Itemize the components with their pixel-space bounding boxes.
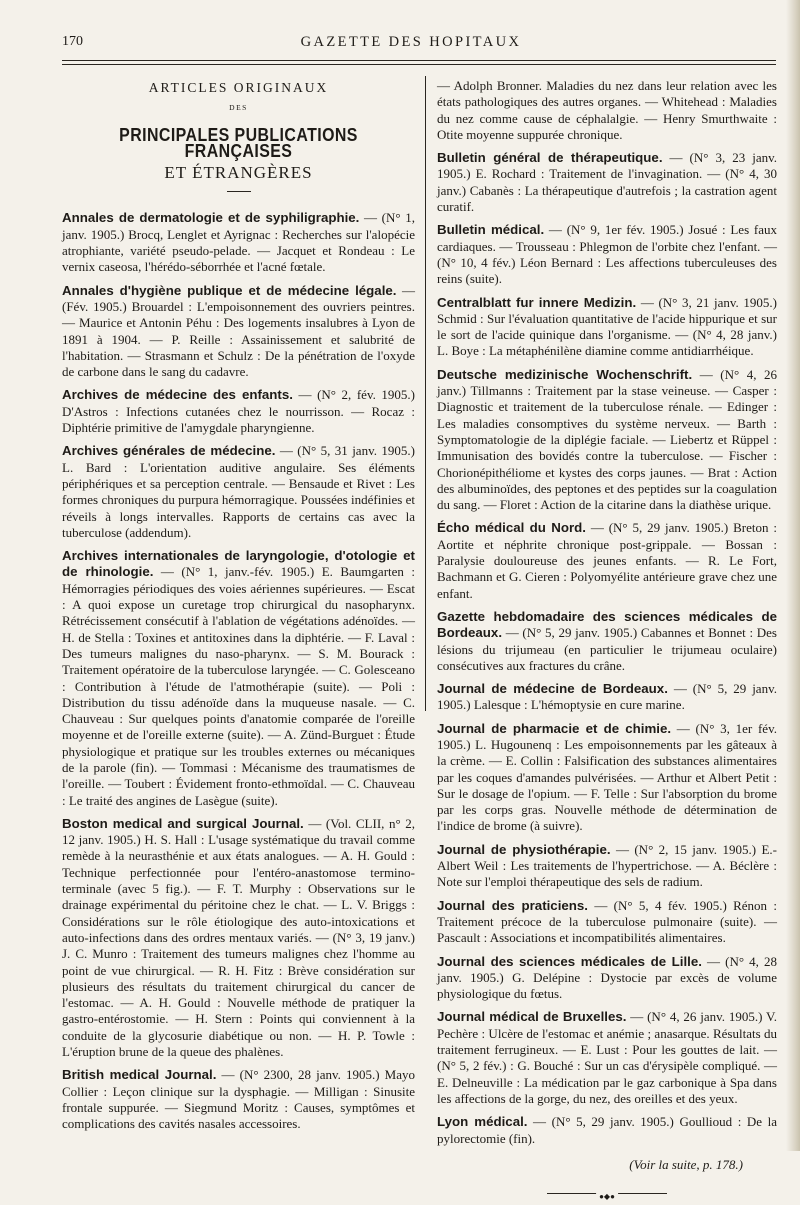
page-edge xyxy=(786,0,800,1151)
publication-entry xyxy=(437,150,777,215)
header-rule-bottom xyxy=(62,64,776,65)
entry-text: — (N° 2300, 28 janv. 1905.) Mayo Collier : Leçon clinique sur la dysphagie. — Milligan : Sinusite frontale suppurée. — Siegmund Moritz : Causes, symptômes et complications des cavités nasales accessoires. xyxy=(62,1067,415,1132)
publication-entry xyxy=(437,898,777,947)
journal-name: Écho médical du Nord. xyxy=(437,520,586,536)
entry-text: — (N° 5, 29 janv. 1905.) Cabannes et Bonnet : Des lésions du trijumeau (en particulier le trijumeau oculaire) consécutives aux fractures du crâne. xyxy=(437,625,777,673)
journal-name: Journal de pharmacie et de chimie. xyxy=(437,720,672,736)
journal-name: Bulletin médical. xyxy=(437,222,545,238)
end-ornament xyxy=(547,1192,667,1202)
section-title: PRINCIPALES PUBLICATIONS FRANÇAISES xyxy=(119,123,358,161)
publication-entry xyxy=(62,816,415,1060)
journal-name: Annales d'hygiène publique et de médecine légale. xyxy=(62,282,397,298)
journal-name: Archives de médecine des enfants. xyxy=(62,387,293,403)
header-rule-top xyxy=(62,60,776,61)
journal-name: Journal de physiothérapie. xyxy=(437,841,611,857)
section-kicker: ARTICLES ORIGINAUX xyxy=(148,80,329,95)
journal-name: Gazette hebdomadaire des sciences médicales de Bordeaux. xyxy=(437,608,777,641)
publication-entry xyxy=(437,1009,777,1107)
entry-text: — (N° 5, 29 janv. 1905.) Lalesque : L'hémoptysie en cure marine. xyxy=(437,681,777,713)
publication-entry xyxy=(62,443,415,541)
right-column xyxy=(437,78,778,1202)
journal-name: Archives générales de médecine. xyxy=(62,443,276,459)
journal-name: Archives internationales de laryngologie, d'otologie et de rhinologie. xyxy=(62,548,415,580)
column-separator xyxy=(425,76,426,711)
publication-entry xyxy=(62,548,415,809)
publication-entry xyxy=(62,210,415,275)
entry-text: — (N° 4, 28 janv. 1905.) G. Delépine : Dystocie par excès de volume physiologique du fœtus. xyxy=(437,953,778,1002)
publication-entry xyxy=(437,954,777,1003)
section-divider xyxy=(227,191,251,192)
publication-entry xyxy=(437,721,777,835)
entry-text: — (N° 2, fév. 1905.) D'Astros : Infections cutanées chez le nourrisson. — Rocaz : Diphtérie primitive de l'amygdale pharyngienne. xyxy=(62,387,415,436)
entry-text: — (N° 5, 29 janv. 1905.) Goullioud : De la pylorectomie (fin). xyxy=(437,1114,777,1146)
entry-text: — (N° 4, 26 janv.) Tillmanns : Traitement par la stase veineuse. — Casper : Diagnostic et traitement de la tuberculose rénale. — Edinger : Les maladies consomptives du système nerveux. — Barth : Symptomatologie de la diplégie faciale. — Liebertz et Rüppel : Immunisation des bovidés contre la tuberculose. — Fischer : Chorionépithéliome et kystes des corps jaunes. — Brat : Action des albuminoïdes, des peptones et des peptides sur la coagulation du sang. — Floret : Action de la citarine dans la diathèse urique. xyxy=(437,366,777,513)
journal-name: Journal de médecine de Bordeaux. xyxy=(437,681,668,697)
journal-name: Boston medical and surgical Journal. xyxy=(62,815,304,831)
journal-name: British medical Journal. xyxy=(62,1067,217,1083)
journal-name: Lyon médical. xyxy=(437,1114,528,1130)
left-column xyxy=(62,78,415,1140)
page-number: 170 xyxy=(62,34,83,49)
section-des: DES xyxy=(229,103,248,113)
entry-text: — (N° 1, janv.-fév. 1905.) E. Baumgarten : Hémorragies périodiques des voies aériennes supérieures. — Escat : A quoi expose un curetage trop chirurgical du nasopharynx. Rétrécissement consécutif à l'ablation de végétations adénoïdes. — H. de Stella : Toxines et antitoxines dans la diphtérie. — F. Laval : Des tumeurs malignes du naso-pharynx. — S. M. Bourack : Traitement opératoire de la tuberculose laryngée. — C. Golesceano : Contribution à l'étude de l'atmothérapie (suite). — Poli : Distribution du tissu adénoïde dans la muqueuse nasale. — C. Chauveau : Sur quelques points d'anatomie comparée de l'oreille moyenne et de l'oreille externe (suite). — A. Zünd-Burguet : Étude physiologique et pratique sur les troubles externes ou mécaniques de la parole (fin). — Tommasi : Mécanisme des traumatismes de l'oreille. — Toubert : Évidement fronto-ethmoïdal. — C. Chauveau : Le traité des angines de Lasègue (suite). xyxy=(62,564,415,808)
entry-text: — (N° 3, 1er fév. 1905.) L. Hugounenq : Les empoisonnements par les gâteaux à la crème. — E. Collin : Falsification des substances alimentaires par les coques d'amandes pulvérisées. — Arthur et Albert Petit : Sur le dosage de l'opium. — F. Telle : Sur l'absorption du brome par les corps gras. Nouvelle méthode de détermination de l'indice de brome (à suivre). xyxy=(437,720,777,834)
publication-entry xyxy=(437,367,777,514)
publication-entry xyxy=(437,295,777,360)
entry-text: — (N° 3, 23 janv. 1905.) E. Rochard : Traitement de l'invagination. — (N° 4, 30 janv.) Cabanès : La thérapeutique d'autrefois ; la castration agent curatif. xyxy=(437,150,777,215)
page-header xyxy=(62,34,760,60)
left-entry-list xyxy=(62,210,415,1132)
entry-text: — (Fév. 1905.) Brouardel : L'empoisonnement des ouvriers peintres. — Maurice et Antonin Péhu : Des logements insalubres à Lyon de 1891 à 1904. — P. Reille : Assainissement et salubrité de l'habitation. — Strasmann et Schulz : De la pénétration de l'oxyde de carbone dans le sang du cadavre. xyxy=(62,282,415,380)
entry-text: — (N° 3, 21 janv. 1905.) Schmid : Sur l'évaluation quantitative de l'acide hippurique et sur le sort de l'acide quinique dans l'organisme. — (N° 4, 28 janv.) L. Boye : La métaphénilène diamine comme antidiarrhéique. xyxy=(437,294,777,359)
publication-entry xyxy=(437,520,777,601)
journal-name: Journal médical de Bruxelles. xyxy=(437,1009,627,1025)
journal-name: Journal des praticiens. xyxy=(437,897,589,913)
entry-text: — Adolph Bronner. Maladies du nez dans leur relation avec les états pathologiques des autres organes. — Whitehead : Maladies du nez comme cause de céphalalgie. — Henry Smurthwaite : Otite moyenne suppurée chronique. xyxy=(437,78,777,142)
journal-name: Annales de dermatologie et de syphiligraphie. xyxy=(62,210,360,226)
continuation-note: (Voir la suite, p. 178.) xyxy=(629,1156,743,1172)
journal-name: Centralblatt fur innere Medizin. xyxy=(437,294,637,310)
entry-text: — (N° 2, 15 janv. 1905.) E.-Albert Weil : Les traitements de l'hypertrichose. — A. Béclère : Note sur l'emploi thérapeutique des sels de radium. xyxy=(437,841,777,890)
entry-text: — (N° 5, 4 fév. 1905.) Rénon : Traitement précoce de la tuberculose pulmonaire (suite). — Pascault : Associations et incompatibilités alimentaires. xyxy=(437,897,777,946)
journal-name: Deutsche medizinische Wochenschrift. xyxy=(437,366,693,382)
running-title: GAZETTE DES HOPITAUX xyxy=(300,34,522,50)
journal-name: Bulletin général de thérapeutique. xyxy=(437,150,663,166)
entry-text: — (Vol. CLII, n° 2, 12 janv. 1905.) H. S. Hall : L'usage systématique du travail comme remède à la neurasthénie et aux états analogues. — A. H. Gould : Technique perfectionnée pour l'entéro-anastomose termino-terminale (avec 5 fig.). — F. T. Murphy : Observations sur le drainage expérimental du péritoine chez le chat. — L. V. Briggs : Considérations sur le rôle étiologique des auto-intoxications et auto-infections dans des ordres mentaux variés. — (N° 3, 19 janv.) J. C. Munro : Traitement des tumeurs malignes chez l'homme au point de vue chirurgical. — R. H. Fitz : Brève considération sur plusieurs des résultats du traitement chirurgical du cancer de l'estomac. — A. H. Gould : Nouvelle méthode de pratiquer la gastro-entérostomie. — H. Stern : Points qui conviennent à la conduite de la glycosurie diabétique ou non. — H. P. Towle : L'éruption brune de la queue des phalènes. xyxy=(62,815,415,1060)
ornament-mark: ●◆● xyxy=(596,1189,618,1205)
entry-text: — (N° 1, janv. 1905.) Brocq, Lenglet et Ayrignac : Recherches sur l'alopécie atrophiante, variété pseudo-pelade. — Jacquet et Rondeau : Le vernix caseosa, l'hérédo-séborrhée et l'acné fœtale. xyxy=(62,210,415,275)
entry-text: — (N° 5, 31 janv. 1905.) L. Bard : L'orientation auditive angulaire. Ses éléments périphériques et sa perception centrale. — Bensaude et Rivet : Les formes chroniques du purpura hémorragique. Poussées indéfinies et réveils à longs intervalles. Rapports de certains cas avec la tuberculose (addendum). xyxy=(62,443,415,540)
publication-entry xyxy=(437,681,777,714)
journal-name: Journal des sciences médicales de Lille. xyxy=(437,953,702,969)
publication-entry xyxy=(437,222,777,287)
entry-text: — (N° 4, 26 janv. 1905.) V. Pechère : Ulcère de l'estomac et anémie ; anasarque. Résultats du traitement ferrugineux. — E. Lust : Pour les gouttes de lait. — (N° 5, 2 fév.) : G. Bouché : Sur un cas d'érysipèle compliqué. — E. Delneuville : La médication par le gaz carbonique à Spa dans les affections de la gorge, du nez, des oreilles et des yeux. xyxy=(437,1009,777,1106)
publication-entry xyxy=(437,1114,777,1147)
publication-entry xyxy=(62,387,415,436)
right-entry-list xyxy=(437,78,777,1147)
publication-entry xyxy=(437,609,777,674)
entry-text: — (N° 9, 1er fév. 1905.) Josué : Les faux cardiaques. — Trousseau : Phlegmon de l'orbite chez l'enfant. — (N° 10, 4 fév.) Léon Bernard : Les affections tuberculeuses des reins (suite). xyxy=(437,222,777,287)
publication-entry xyxy=(437,78,777,143)
publication-entry xyxy=(62,283,415,381)
publication-entry xyxy=(62,1067,415,1132)
section-subtitle: ET ÉTRANGÈRES xyxy=(164,163,313,183)
publication-entry xyxy=(437,842,777,891)
entry-text: — (N° 5, 29 janv. 1905.) Breton : Aortite et néphrite chronique post-grippale. — Bossan : Paralysie douloureuse des jeunes enfants. — R. Le Fort, Bachmann et G. Cieren : Polyomyélite antérieure grave chez une enfant. xyxy=(437,520,777,601)
